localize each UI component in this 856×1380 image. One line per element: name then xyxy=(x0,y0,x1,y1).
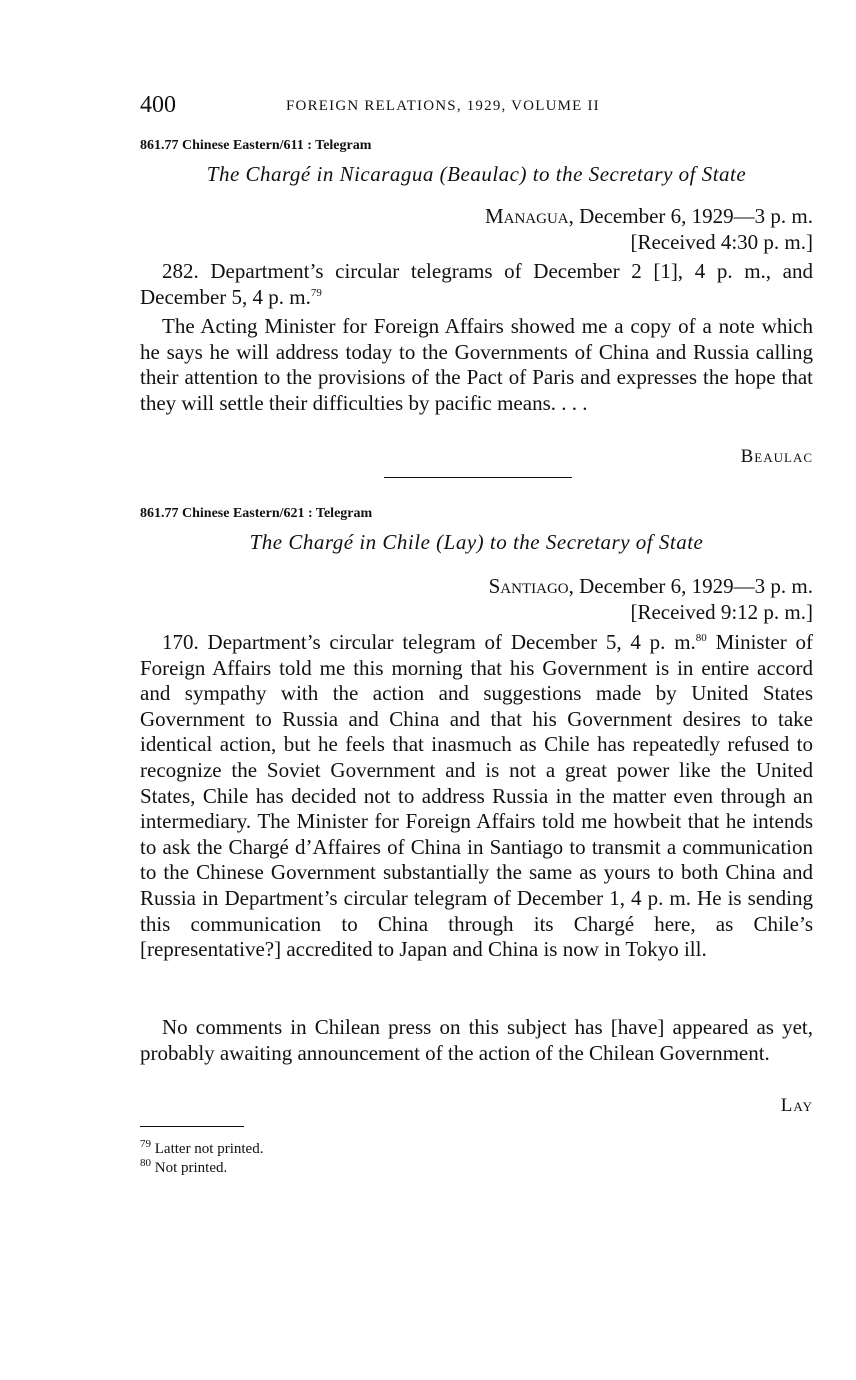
footnote-ref-79: 79 xyxy=(310,286,322,299)
dateline-1 xyxy=(485,204,813,255)
footnote-80: $^{80}$ Not printed. xyxy=(140,1157,228,1176)
received-2: [Received 9:12 p. m.] xyxy=(630,599,813,624)
paragraph-1-1: 282. Department’s circular telegrams of December 2 [1], 4 p. m., and December 5, 4 p. m.$^{79}$ xyxy=(140,259,813,309)
dateline-2 xyxy=(489,574,813,625)
date-2: December 6, 1929—3 p. m. xyxy=(573,574,813,598)
page-number: 400 xyxy=(140,92,176,118)
paragraph-2-1: 170. Department’s circular telegram of December 5, 4 p. m.$^{80}$ Minister of Foreign Affairs told me this morning that his Government is in entire accord and sympathy with the action and suggestions made by United States Government to Russia and China and that his Government desires to take identical action, but he feels that inasmuch as Chile has repeatedly refused to recognize the Soviet Government and is not a great power like the United States, Chile has decided not to address Russia in the matter even through an intermediary. The Minister for Foreign Affairs told me howbeit that he intends to ask the Chargé d’Affaires of China in Santiago to transmit a communication to the Chinese Government substantially the same as yours to both China and Russia in Department’s circular telegram of December 1, 4 p. m. He is sending this communication to China through its Chargé here, as Chile’s [representative?] accredited to Japan and China is now in Tokyo ill. xyxy=(140,630,814,962)
signature-2: Lay xyxy=(780,1095,813,1116)
received-1: [Received 4:30 p. m.] xyxy=(630,229,813,254)
footnote-rule xyxy=(140,1126,244,1127)
document-title-2: The Chargé in Chile (Lay) to the Secretary of State xyxy=(249,530,704,554)
file-reference-1: 861.77 Chinese Eastern/611 : Telegram xyxy=(140,138,372,153)
date-1: December 6, 1929—3 p. m. xyxy=(573,204,813,228)
file-reference-2: 861.77 Chinese Eastern/621 : Telegram xyxy=(140,506,373,521)
paragraph-1-2: The Acting Minister for Foreign Affairs showed me a copy of a note which he says he will address today to the Governments of China and Russia calling their attention to the provisions of the Pact of Paris and expresses the hope that they will settle their difficulties by pacific means. . . . xyxy=(140,314,813,415)
running-head xyxy=(140,92,813,122)
place-2: Santiago, xyxy=(488,574,574,598)
footnote-79: $^{79}$ Latter not printed. xyxy=(140,1138,264,1157)
paragraph-2-2: No comments in Chilean press on this subject has [have] appeared as yet, probably awaiting announcement of the action of the Chilean Government. xyxy=(140,1015,813,1065)
running-title: FOREIGN RELATIONS, 1929, VOLUME II xyxy=(286,98,600,114)
footnote-ref-80: 80 xyxy=(695,632,707,644)
document-title-1: The Chargé in Nicaragua (Beaulac) to the Secretary of State xyxy=(206,162,747,186)
section-divider xyxy=(384,477,572,478)
place-1: Managua, xyxy=(484,204,574,228)
signature-1: Beaulac xyxy=(740,446,813,467)
